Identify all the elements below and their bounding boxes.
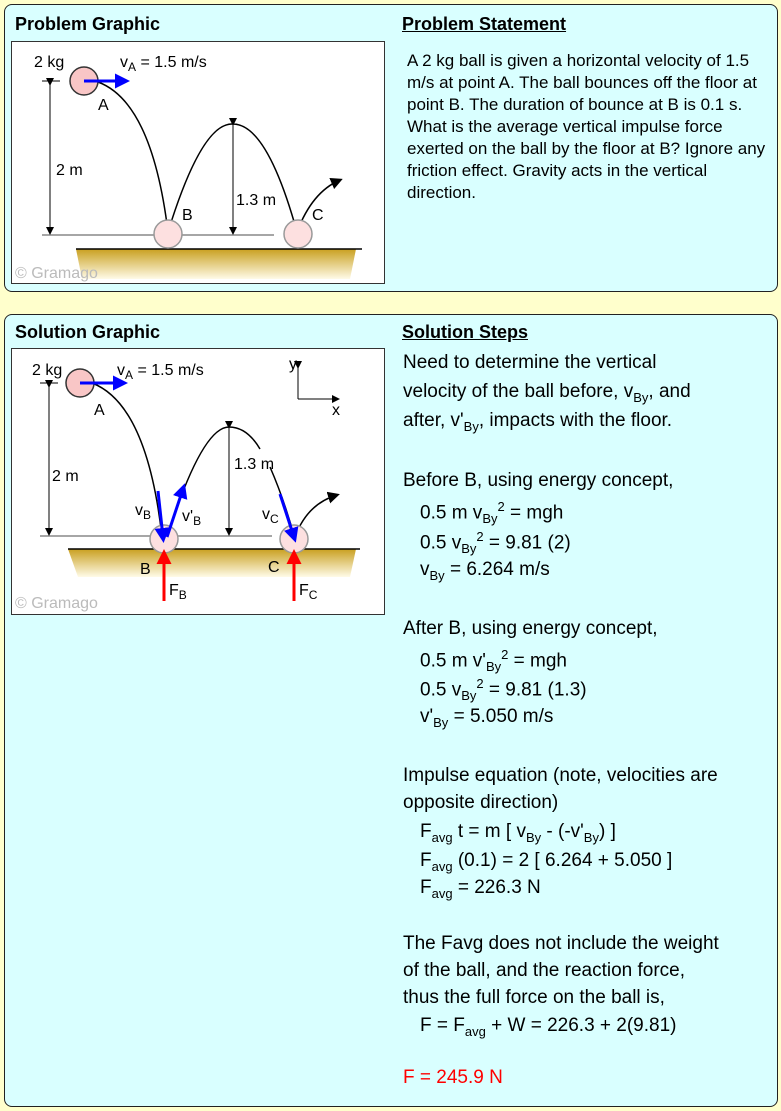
x-axis-label: x — [332, 402, 340, 419]
step-text: + W = 226.3 + 2(9.81) — [485, 1015, 677, 1036]
step-text: of the ball, and the reaction force, — [403, 960, 686, 981]
step-text: 0.5 m v' — [420, 650, 486, 672]
step-text: = 9.81 (1.3) — [483, 679, 587, 701]
point-c-label: C — [268, 559, 280, 576]
solution-graphic-title: Solution Graphic — [15, 322, 161, 342]
step-text: F — [420, 877, 432, 898]
step-text: 0.5 v — [420, 679, 462, 701]
step-text: 2 — [476, 676, 484, 691]
solution-step-line — [403, 470, 673, 492]
step-text: By — [525, 829, 542, 845]
force-b-label: $F_B$ — [169, 582, 187, 602]
solution-step-line — [403, 960, 685, 982]
ball-c — [284, 220, 312, 248]
solution-graphic — [11, 348, 385, 615]
step-text: Impulse equation (note, velocities are — [403, 765, 718, 786]
solution-step-line — [403, 987, 665, 1009]
point-c-label: C — [312, 207, 324, 224]
step-text: t = m [ v — [452, 821, 526, 842]
step-text: By — [461, 541, 477, 557]
solution-step-line — [420, 529, 571, 556]
velocity-c-label: $v_C$ — [262, 506, 279, 526]
step-text: - (-v' — [541, 821, 584, 842]
velocity-b-prime-label: $v'_B$ — [182, 508, 202, 528]
step-text: By — [583, 829, 599, 845]
velocity-a-label: $v_A = 1.5$ m/s — [120, 54, 207, 74]
step-text: Before B, using energy concept, — [403, 470, 674, 491]
step-text: avg — [431, 858, 453, 874]
solution-step-line — [420, 850, 672, 874]
step-text: , impacts with the floor. — [478, 410, 673, 431]
step-text: 2 — [497, 499, 505, 514]
solution-step-line — [403, 352, 656, 374]
step-text: = 9.81 (2) — [483, 532, 571, 554]
solution-step-line — [420, 1015, 676, 1039]
height-a-label: 2 m — [56, 162, 83, 179]
step-text: 0.5 v — [420, 532, 462, 554]
solution-step-line — [420, 559, 550, 583]
step-text: avg — [464, 1023, 486, 1039]
step-text: ) ] — [598, 821, 616, 842]
step-text: 2 — [476, 529, 484, 544]
step-text: = 226.3 N — [452, 877, 541, 898]
mass-label: 2 kg — [32, 362, 63, 379]
height-peak-label: 1.3 m — [236, 192, 277, 209]
force-c-label: $F_C$ — [299, 582, 318, 602]
step-text: By — [463, 418, 479, 434]
problem-graphic — [11, 41, 385, 284]
step-text: F = 245.9 N — [403, 1067, 503, 1088]
step-text: avg — [431, 885, 453, 901]
floor — [76, 249, 356, 279]
step-text: velocity of the ball before, v — [403, 381, 634, 402]
height-a-label: 2 m — [52, 468, 79, 485]
velocity-a-label: $v_A = 1.5$ m/s — [117, 362, 204, 382]
step-text: v' — [420, 706, 434, 727]
problem-statement: A 2 kg ball is given a horizontal velocity of 1.5 m/s at point A. The ball bounces off the floor at point B. The duration of bounce at B is 0.1 s. What is the average vertical impulse force exerted on the ball by the floor at B? Ignore any friction effect. Gravity acts in the vertical direction. — [407, 51, 766, 202]
solution-step-line — [403, 618, 658, 640]
step-text: , and — [648, 381, 691, 402]
solution-step-line — [403, 765, 718, 787]
point-a-label: A — [94, 402, 105, 419]
step-text: By — [433, 714, 449, 730]
step-text: = 6.264 m/s — [444, 559, 550, 580]
point-a-label: A — [98, 97, 109, 114]
mass-label: 2 kg — [34, 54, 65, 71]
step-text: Need to determine the vertical — [403, 352, 657, 373]
solution-step-line — [403, 792, 558, 814]
step-text: By — [429, 567, 445, 583]
velocity-b-label: $v_B$ — [135, 502, 152, 522]
watermark: © Gramago — [15, 265, 98, 282]
solution-step-line — [420, 877, 541, 901]
solution-steps-title: Solution Steps — [402, 322, 528, 342]
solution-step-line — [420, 821, 616, 845]
step-text: F — [420, 821, 432, 842]
step-text: opposite direction) — [403, 792, 559, 813]
step-text: avg — [431, 829, 453, 845]
step-text: (0.1) = 2 [ 6.264 + 5.050 ] — [452, 850, 673, 871]
step-text: 0.5 m v — [420, 502, 483, 524]
step-text: F = F — [420, 1015, 465, 1036]
solution-step-line — [403, 933, 719, 955]
step-text: = mgh — [504, 502, 564, 524]
point-b-label: B — [182, 207, 193, 224]
step-text: By — [485, 659, 502, 675]
step-text: after, v' — [403, 410, 464, 431]
step-text: 2 — [501, 647, 509, 662]
step-text: After B, using energy concept, — [403, 618, 658, 639]
solution-step-line — [403, 410, 672, 434]
problem-statement-title: Problem Statement — [402, 14, 567, 34]
solution-step-line — [420, 706, 553, 730]
problem-diagram — [12, 42, 384, 283]
step-text: = 5.050 m/s — [448, 706, 554, 727]
solution-diagram — [12, 349, 384, 614]
step-text: The Favg does not include the weight — [403, 933, 719, 954]
ball-b — [154, 220, 182, 248]
problem-graphic-title: Problem Graphic — [15, 14, 161, 34]
solution-step-line — [420, 647, 567, 674]
step-text: By — [461, 688, 477, 704]
step-text: thus the full force on the ball is, — [403, 987, 665, 1008]
floor — [68, 549, 356, 577]
solution-step-line — [403, 381, 691, 405]
step-text: By — [482, 511, 498, 527]
step-text: = mgh — [508, 650, 567, 672]
point-b-label: B — [140, 561, 151, 578]
final-answer — [403, 1067, 503, 1089]
solution-step-line — [420, 676, 587, 703]
watermark: © Gramago — [15, 595, 98, 612]
step-text: By — [633, 389, 649, 405]
y-axis-label: y — [289, 356, 297, 373]
height-peak-label: 1.3 m — [234, 456, 275, 473]
step-text: v — [420, 559, 430, 580]
step-text: F — [420, 850, 432, 871]
solution-step-line — [420, 499, 563, 526]
